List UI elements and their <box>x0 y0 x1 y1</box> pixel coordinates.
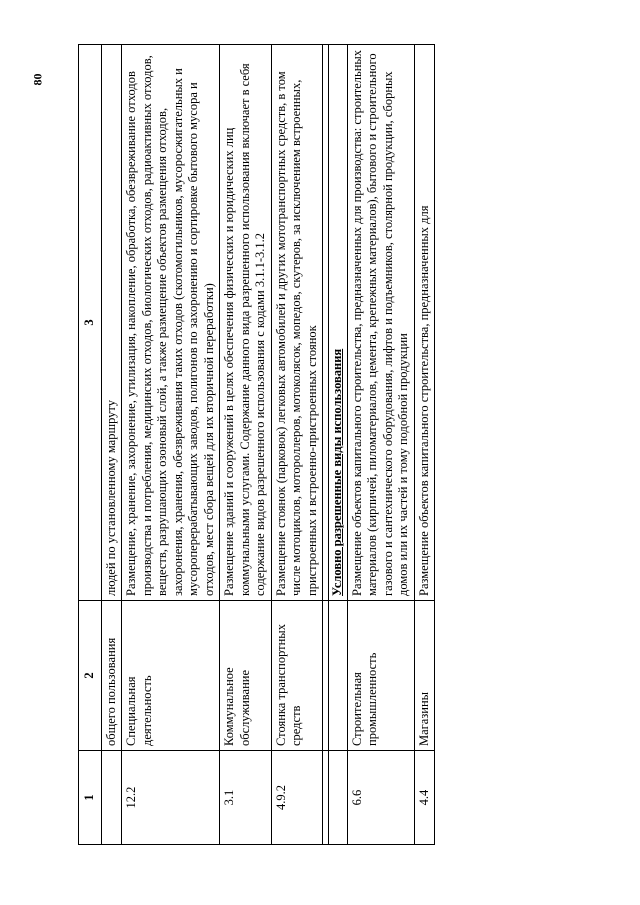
row-code: 12.2 <box>122 751 220 845</box>
row-name: общего пользования <box>101 601 122 751</box>
rotated-table-wrapper <box>78 45 546 845</box>
header-col-3: 3 <box>79 45 102 601</box>
table-row <box>122 45 220 845</box>
row-name: Специальная деятельность <box>122 601 220 751</box>
row-name: Стоянка транспортных средств <box>271 601 323 751</box>
section-empty-cell <box>329 601 348 751</box>
row-code <box>101 751 122 845</box>
row-description: Размещение стоянок (парковок) легковых автомобилей и других мототранспортных средств, в том числе мотоциклов, мотороллеров, мотоколясок, мопедов, скутеров, за исключением встроенных, пристроенных и встроенно-пристроенных стоянок <box>271 45 323 601</box>
row-description: Размещение объектов капитального строительства, предназначенных для производства: строительных материалов (кирпичей, пиломатериалов, цемента, крепежных материалов), бытового и строительного газового и сантехнического оборудования, лифтов и подъемников, столярной продукции, сборных домов или их частей и тому подобной продукции <box>347 45 414 601</box>
table-row <box>220 45 272 845</box>
header-col-2: 2 <box>79 601 102 751</box>
header-col-1: 1 <box>79 751 102 845</box>
row-name: Строительная промышленность <box>347 601 414 751</box>
table-header-row <box>79 45 102 845</box>
row-description: Размещение зданий и сооружений в целях обеспечения физических и юридических лиц коммунальными услугами. Содержание данного вида разрешенного использования включает в себя содержание видов разрешенного использования с кодами 3.1.1-3.1.2 <box>220 45 272 601</box>
row-code: 4.4 <box>414 751 435 845</box>
table-row <box>347 45 414 845</box>
land-use-table <box>78 44 435 845</box>
row-name: Коммунальное обслуживание <box>220 601 272 751</box>
section-title: Условно разрешенные виды использования <box>329 45 348 601</box>
section-header-row <box>329 45 348 845</box>
row-code: 6.6 <box>347 751 414 845</box>
row-code: 4.9.2 <box>271 751 323 845</box>
row-description: Размещение, хранение, захоронение, утилизация, накопление, обработка, обезвреживание отходов производства и потребления, медицинских отходов, биологических отходов, радиоактивных отходов, веществ, разрушающих озоновый слой, а также размещение объектов размещения отходов, захоронения, хранения, обезвреживания таких отходов (скотомогильников, мусоросжигательных и мусороперерабатывающих заводов, полигонов по захоронению и сортировке бытового мусора и отходов, мест сбора вещей для их вторичной переработки) <box>122 45 220 601</box>
row-description: людей по установленному маршруту <box>101 45 122 601</box>
section-empty-cell <box>329 751 348 845</box>
table-row <box>414 45 435 845</box>
row-description: Размещение объектов капитального строительства, предназначенных для <box>414 45 435 601</box>
table-row <box>271 45 323 845</box>
table-row <box>101 45 122 845</box>
row-name: Магазины <box>414 601 435 751</box>
row-code: 3.1 <box>220 751 272 845</box>
page-number: 80 <box>30 73 45 86</box>
